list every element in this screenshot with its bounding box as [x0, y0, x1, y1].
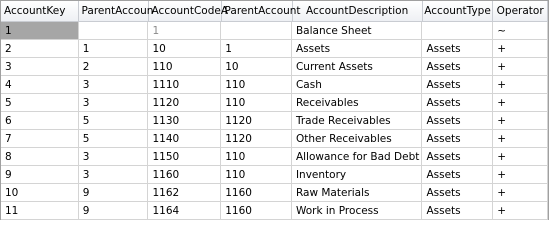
table-cell[interactable]: 3 — [79, 148, 149, 165]
table-cell[interactable]: + — [493, 40, 548, 57]
table-cell[interactable]: 1160 — [221, 184, 292, 201]
table-cell[interactable]: 1120 — [221, 130, 292, 147]
table-cell[interactable]: 1130 — [148, 112, 221, 129]
table-cell[interactable]: Raw Materials — [292, 184, 423, 201]
table-cell[interactable]: 1164 — [148, 202, 221, 219]
table-cell[interactable]: + — [493, 130, 548, 147]
table-cell[interactable]: Assets — [422, 184, 493, 201]
column-header-parent-account[interactable]: ParentAccoun — [79, 1, 149, 21]
table-cell[interactable]: Other Receivables — [292, 130, 423, 147]
table-cell[interactable] — [79, 22, 149, 39]
grid-header-row — [1, 1, 548, 22]
table-cell[interactable]: + — [493, 94, 548, 111]
table-cell[interactable]: Balance Sheet — [292, 22, 423, 39]
table-cell[interactable]: 110 — [221, 148, 292, 165]
table-cell[interactable]: 1110 — [148, 76, 221, 93]
table-row[interactable] — [1, 76, 548, 94]
table-row[interactable] — [1, 112, 548, 130]
column-header-account-key[interactable]: AccountKey — [1, 1, 79, 21]
table-cell[interactable]: Allowance for Bad Debt — [292, 148, 423, 165]
table-cell[interactable]: + — [493, 184, 548, 201]
table-cell[interactable]: 110 — [221, 94, 292, 111]
table-cell[interactable]: 3 — [1, 58, 79, 75]
table-row[interactable] — [1, 58, 548, 76]
table-row[interactable] — [1, 40, 548, 58]
table-cell[interactable]: 10 — [221, 58, 292, 75]
table-cell[interactable]: 11 — [1, 202, 79, 219]
table-cell[interactable]: 7 — [1, 130, 79, 147]
table-cell[interactable]: 110 — [221, 166, 292, 183]
table-cell[interactable]: Receivables — [292, 94, 423, 111]
table-cell[interactable]: 110 — [148, 58, 221, 75]
table-cell[interactable]: Assets — [422, 94, 493, 111]
column-header-operator[interactable]: Operator — [493, 1, 548, 21]
table-cell[interactable]: 1162 — [148, 184, 221, 201]
table-row[interactable] — [1, 202, 548, 220]
table-row[interactable] — [1, 94, 548, 112]
table-cell[interactable]: + — [493, 166, 548, 183]
table-cell[interactable]: Assets — [422, 40, 493, 57]
table-cell[interactable]: ~ — [493, 22, 548, 39]
table-cell[interactable]: Inventory — [292, 166, 423, 183]
table-cell[interactable]: 3 — [79, 76, 149, 93]
grid-body — [1, 22, 548, 220]
table-cell[interactable]: + — [493, 202, 548, 219]
column-header-account-description[interactable]: AccountDescription — [293, 1, 423, 21]
table-cell[interactable]: 2 — [79, 58, 149, 75]
table-cell[interactable]: 1 — [221, 40, 292, 57]
table-cell[interactable]: 2 — [1, 40, 79, 57]
table-cell[interactable]: 1 — [148, 22, 221, 39]
table-cell[interactable]: Assets — [292, 40, 423, 57]
table-cell[interactable]: 3 — [79, 166, 149, 183]
table-cell[interactable]: 1120 — [221, 112, 292, 129]
table-cell[interactable]: 1120 — [148, 94, 221, 111]
table-cell[interactable]: 4 — [1, 76, 79, 93]
table-cell[interactable]: + — [493, 76, 548, 93]
table-cell[interactable]: 1160 — [221, 202, 292, 219]
table-cell[interactable]: + — [493, 148, 548, 165]
table-cell[interactable]: Work in Process — [292, 202, 423, 219]
table-cell[interactable]: 5 — [79, 112, 149, 129]
table-row[interactable] — [1, 148, 548, 166]
table-cell[interactable]: 1 — [79, 40, 149, 57]
table-cell[interactable]: 9 — [79, 202, 149, 219]
table-cell[interactable]: Assets — [422, 58, 493, 75]
table-cell[interactable]: Assets — [422, 166, 493, 183]
table-row[interactable] — [1, 184, 548, 202]
table-cell[interactable]: 6 — [1, 112, 79, 129]
table-cell[interactable]: 110 — [221, 76, 292, 93]
table-cell[interactable]: Current Assets — [292, 58, 423, 75]
column-header-account-type[interactable]: AccountType — [423, 1, 494, 21]
table-cell[interactable]: Assets — [422, 202, 493, 219]
table-cell[interactable]: Trade Receivables — [292, 112, 423, 129]
table-cell[interactable]: 8 — [1, 148, 79, 165]
table-cell[interactable]: + — [493, 58, 548, 75]
table-cell[interactable]: 3 — [79, 94, 149, 111]
table-cell[interactable]: 1 — [1, 22, 79, 39]
table-cell[interactable]: 9 — [1, 166, 79, 183]
table-cell[interactable]: 1140 — [148, 130, 221, 147]
table-cell[interactable]: 10 — [148, 40, 221, 57]
table-row[interactable] — [1, 22, 548, 40]
table-cell[interactable]: Assets — [422, 112, 493, 129]
table-cell[interactable]: 10 — [1, 184, 79, 201]
table-cell[interactable]: 1160 — [148, 166, 221, 183]
table-cell[interactable]: 5 — [1, 94, 79, 111]
table-cell[interactable]: 9 — [79, 184, 149, 201]
table-row[interactable] — [1, 166, 548, 184]
table-cell[interactable]: Assets — [422, 76, 493, 93]
table-cell[interactable] — [221, 22, 292, 39]
table-cell[interactable]: 5 — [79, 130, 149, 147]
table-cell[interactable]: Cash — [292, 76, 423, 93]
table-cell[interactable]: Assets — [422, 130, 493, 147]
table-cell[interactable] — [422, 22, 493, 39]
table-cell[interactable]: + — [493, 112, 548, 129]
column-header-account-code[interactable]: AccountCodeA — [149, 1, 222, 21]
table-cell[interactable]: Assets — [422, 148, 493, 165]
table-row[interactable] — [1, 130, 548, 148]
column-header-parent-account-code[interactable]: ParentAccount — [222, 1, 293, 21]
table-cell[interactable]: 1150 — [148, 148, 221, 165]
